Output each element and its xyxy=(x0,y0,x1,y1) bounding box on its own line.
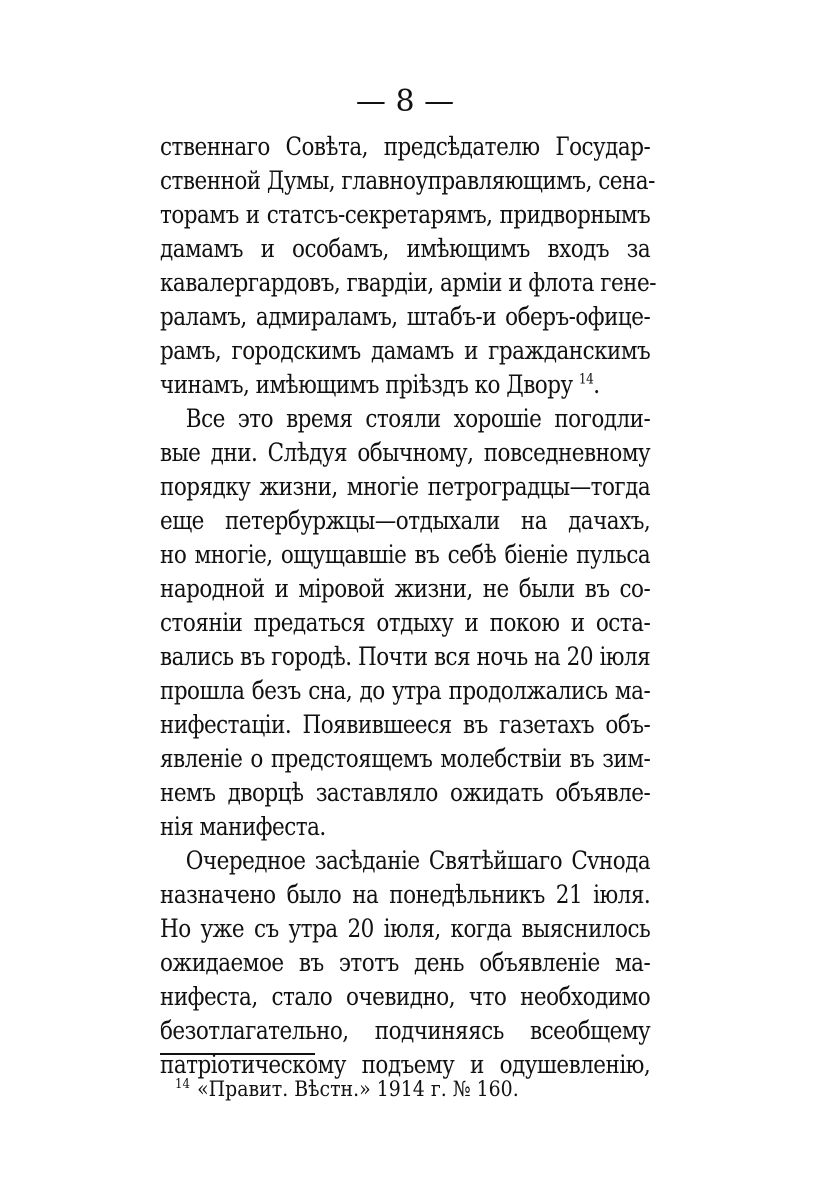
text-line: вые дни. Слѣдуя обычному, повседневному xyxy=(160,438,651,467)
footnote-reference: 14 xyxy=(578,371,594,388)
text-line: еще петербуржцы—отдыхали на дачахъ, xyxy=(160,506,651,535)
text-line: порядку жизни, многіе петроградцы—тогда xyxy=(160,472,651,501)
text-line: дамамъ и особамъ, имѣющимъ входъ за xyxy=(160,234,651,263)
text-line: патріотическому подъему и одушевленію, xyxy=(160,1050,651,1079)
text-line: ожидаемое въ этотъ день объявленіе ма- xyxy=(160,948,651,977)
text-line: торамъ и статсъ-секретарямъ, придворнымъ xyxy=(160,200,651,229)
text-line: вались въ городѣ. Почти вся ночь на 20 іюля xyxy=(160,642,651,671)
text-line: кавалергардовъ, гвардіи, арміи и флота гене- xyxy=(160,268,656,297)
text-line: Все это время стояли хорошіе погодли- xyxy=(185,404,651,433)
text-line: назначено было на понедѣльникъ 21 іюля. xyxy=(160,880,651,909)
text-line: ственной Думы, главноуправляющимъ, сена- xyxy=(160,166,655,195)
text-line: Очередное засѣданіе Святѣйшаго Сvнода xyxy=(185,846,651,875)
page-number: — 8 — xyxy=(355,84,455,119)
text-line: прошла безъ сна, до утра продолжались ма- xyxy=(160,676,651,705)
text-line: Но уже съ утра 20 іюля, когда выяснилось xyxy=(160,914,651,943)
footnote-number: 14 xyxy=(175,1077,190,1092)
text-line: народной и міровой жизни, не были въ со- xyxy=(160,574,651,603)
text-line: безотлагательно, подчиняясь всеобщему xyxy=(160,1016,651,1045)
text-line: немъ дворцѣ заставляло ожидать объявле- xyxy=(160,778,651,807)
text-line: чинамъ, имѣющимъ пріѣздъ ко Двору $^{14}$. xyxy=(160,370,600,399)
main-text xyxy=(160,130,656,1082)
text-line: нифестаціи. Появившееся въ газетахъ объ- xyxy=(160,710,651,739)
footnote-text: «Правит. Вѣстн.» 1914 г. № 160. xyxy=(197,1077,519,1101)
footnote xyxy=(175,1075,519,1103)
text-line: ственнаго Совѣта, предсѣдателю Государ- xyxy=(160,132,651,161)
text-line: рамъ, городскимъ дамамъ и гражданскимъ xyxy=(160,336,651,365)
footnote-divider xyxy=(160,1053,315,1055)
text-line: явленіе о предстоящемъ молебствіи въ зим- xyxy=(160,744,651,773)
text-line: стояніи предаться отдыху и покою и оста- xyxy=(160,608,651,637)
text-line-content: чинамъ, имѣющимъ пріѣздъ ко Двору xyxy=(160,370,573,399)
text-line: нифеста, стало очевидно, что необходимо xyxy=(160,982,651,1011)
text-line: раламъ, адмираламъ, штабъ-и оберъ-офице- xyxy=(160,302,651,331)
text-line: нія манифеста. xyxy=(160,812,326,841)
text-line: но многіе, ощущавшіе въ себѣ біеніе пульса xyxy=(160,540,651,569)
